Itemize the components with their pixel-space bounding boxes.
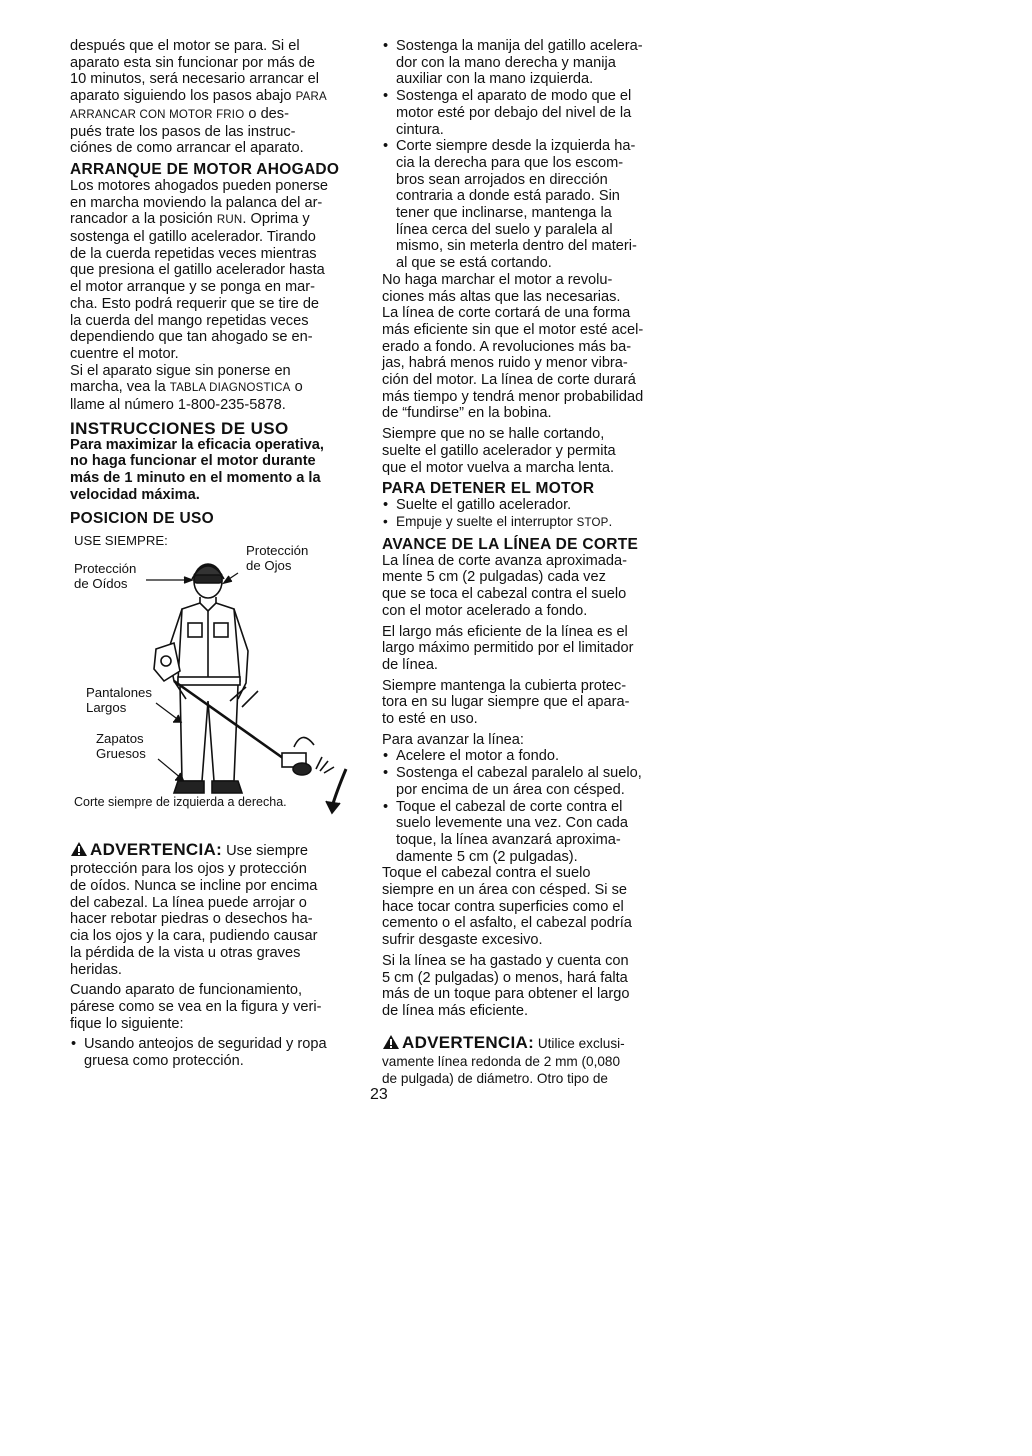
instructions-heading: INSTRUCCIONES DE USO	[70, 418, 289, 438]
list-item: • Acelere el motor a fondo.	[383, 748, 560, 765]
body-line: largo máximo permitido por el limitador	[382, 640, 634, 657]
warning-line: de oídos. Nunca se incline por encima	[70, 877, 318, 894]
body-line: la cuerda del mango repetidas veces	[70, 312, 309, 329]
body-line: cemento o el asfalto, el cabezal podría	[382, 915, 632, 932]
warning-line: protección para los ojos y protección	[70, 861, 307, 878]
stop-list	[382, 497, 670, 531]
body-line: dependiendo que tan ahogado se en-	[70, 329, 313, 346]
advance-list	[382, 748, 670, 865]
body-line: 5 cm (2 pulgadas) o menos, hará falta	[382, 969, 628, 986]
list-item: • Sostenga el cabezal paralelo al suelo, por encima de un área con césped.	[383, 765, 642, 798]
body-line: suelte el gatillo acelerador y permita	[382, 442, 616, 459]
body-line: cha. Esto podrá requerir que se tire de	[70, 295, 320, 312]
body-line: siempre en un área con césped. Si se	[382, 882, 627, 899]
warning-line: hacer rebotar piedras o desechos ha-	[70, 911, 313, 928]
shoes-label: Zapatos	[96, 730, 144, 746]
list-item: • Toque el cabezal de corte contra el suelo levemente una vez. Con cada toque, la línea avanzará aproxima- damente 5 cm (2 pulgadas).	[383, 798, 629, 865]
body-line: el motor arranque y se ponga en mar-	[70, 279, 315, 296]
body-line: Siempre mantenga la cubierta protec-	[382, 677, 627, 694]
right-column	[382, 38, 670, 1088]
warning-label: ADVERTENCIA:	[402, 1032, 535, 1052]
use-always-label: USE SIEMPRE:	[74, 532, 168, 548]
bold-line: más de 1 minuto en el momento a la	[70, 470, 321, 487]
intro-line: 10 minutos, será necesario arrancar el	[70, 71, 320, 88]
stop-engine-heading: PARA DETENER EL MOTOR	[382, 480, 595, 498]
eye-protection-label: Protección	[246, 542, 309, 558]
body-line: más eficiente sin que el motor esté acel-	[382, 321, 644, 338]
body-line: La línea de corte cortará de una forma	[382, 305, 631, 322]
body-line: Para avanzar la línea:	[382, 731, 524, 748]
body-line: fique lo siguiente:	[70, 1015, 184, 1032]
warning-line: la pérdida de la vista u otras graves	[70, 944, 301, 961]
body-line: Siempre que no se halle cortando,	[382, 426, 605, 443]
page-number: 23	[370, 1086, 388, 1103]
body-line: jas, habrá menos ruido y menor vibra-	[382, 355, 628, 372]
body-line: No haga marchar el motor a revolu-	[382, 271, 613, 288]
intro-line: pués trate los pasos de las instruc-	[70, 123, 296, 140]
body-line: Si la línea se ha gastado y cuenta con	[382, 952, 629, 969]
ear-protection-label: Protección	[74, 560, 137, 576]
body-line: ción del motor. La línea de corte durará	[382, 372, 636, 389]
body-line: de “fundirse” en la bobina.	[382, 405, 552, 422]
pants-label: Pantalones	[86, 684, 152, 700]
warning-line: cia los ojos y la cara, pudiendo causar	[70, 928, 318, 945]
body-line: Toque el cabezal contra el suelo	[382, 865, 591, 882]
body-line: marcha, vea la TABLA DIAGNOSTICA o	[70, 379, 303, 396]
intro-line: ciónes de como arrancar el aparato.	[70, 140, 304, 157]
body-line: to esté en uso.	[382, 711, 478, 728]
list-item: • Sostenga el aparato de modo que el motor esté por debajo del nivel de la cintura.	[383, 88, 632, 138]
body-line: sufrir desgaste excesivo.	[382, 932, 543, 949]
warning-line: vamente línea redonda de 2 mm (0,080	[382, 1054, 621, 1070]
warning-block	[382, 1034, 670, 1088]
intro-line: aparato siguiendo los pasos abajo PARA ARRANCAR CON MOTOR FRIO o des-	[70, 88, 327, 122]
body-line: El largo más eficiente de la línea es el	[382, 623, 628, 640]
warning-first-line: ADVERTENCIA: Use siempre	[70, 841, 352, 862]
body-line: Si el aparato sigue sin ponerse en	[70, 362, 291, 379]
right-bullet-list	[382, 38, 670, 272]
position-heading: POSICION DE USO	[70, 509, 215, 527]
body-line: ciones más altas que las necesarias.	[382, 288, 621, 305]
body-line: erado a fondo. A revoluciones más ba-	[382, 338, 632, 355]
body-line: más tiempo y tendrá menor probabilidad	[382, 388, 644, 405]
warning-line: de pulgada) de diámetro. Otro tipo de	[382, 1071, 608, 1087]
body-line: que presiona el gatillo acelerador hasta	[70, 262, 325, 279]
body-line: sostenga el gatillo acelerador. Tirando	[70, 229, 316, 246]
list-item: • Sostenga la manija del gatillo acelera- dor con la mano derecha y manija auxiliar con la mano izquierda.	[383, 38, 643, 88]
warning-line: del cabezal. La línea puede arrojar o	[70, 894, 307, 911]
left-bullet-list	[70, 1036, 352, 1069]
figure-caption: Corte siempre de izquierda a derecha.	[74, 794, 287, 809]
pants-label: Largos	[86, 699, 127, 715]
body-line: en marcha moviendo la palanca del ar-	[70, 194, 323, 211]
body-line: de la cuerda repetidas veces mientras	[70, 245, 317, 262]
list-item: • Corte siempre desde la izquierda ha- cia la derecha para que los escom- bros sean arrojados en dirección contraria a donde está parado. Sin tener que inclinarse, mantenga la línea cerca del suelo y paralela al mismo, sin meterla dentro del materi- al que se está cortando.	[383, 138, 637, 272]
line-advance-heading: AVANCE DE LA LÍNEA DE CORTE	[382, 535, 639, 553]
left-column	[70, 38, 352, 1070]
body-line: de línea.	[382, 656, 438, 673]
body-line: mente 5 cm (2 pulgadas) cada vez	[382, 569, 606, 586]
warning-block	[70, 841, 352, 979]
list-item: • Empuje y suelte el interruptor STOP.	[383, 513, 613, 529]
flooded-engine-heading: ARRANQUE DE MOTOR AHOGADO	[70, 160, 340, 178]
body-line: rancador a la posición RUN. Oprima y	[70, 211, 310, 228]
list-item: • Usando anteojos de seguridad y ropa gruesa como protección.	[71, 1036, 327, 1070]
body-line: que se toca el cabezal contra el suelo	[382, 586, 627, 603]
body-line: con el motor acelerado a fondo.	[382, 602, 588, 619]
body-line: tora en su lugar siempre que el apara-	[382, 694, 630, 711]
phone-line: llame al número 1-800-235-5878.	[70, 397, 286, 414]
body-line: párese como se vea en la figura y veri-	[70, 998, 322, 1015]
bold-line: no haga funcionar el motor durante	[70, 453, 316, 470]
bold-line: Para maximizar la eficacia operativa,	[70, 436, 324, 453]
warning-line: heridas.	[70, 961, 122, 978]
body-line: más de un toque para obtener el largo	[382, 986, 630, 1003]
bold-line: velocidad máxima.	[70, 486, 200, 503]
intro-line: después que el motor se para. Si el	[70, 38, 300, 54]
body-line: Los motores ahogados pueden ponerse	[70, 177, 329, 194]
warning-label: ADVERTENCIA:	[90, 839, 223, 859]
warning-triangle-icon	[70, 841, 88, 862]
body-line: de línea más eficiente.	[382, 1002, 529, 1019]
body-line: hace tocar contra superficies como el	[382, 898, 624, 915]
cold-start-ref: PARA ARRANCAR CON MOTOR FRIO	[70, 91, 327, 121]
body-line: La línea de corte avanza aproximada-	[382, 552, 628, 569]
list-item: • Suelte el gatillo acelerador.	[383, 497, 572, 514]
eye-protection-label: de Ojos	[246, 557, 292, 573]
ear-protection-label: de Oídos	[74, 575, 128, 591]
intro-line: aparato esta sin funcionar por más de	[70, 54, 315, 71]
shoes-label: Gruesos	[96, 745, 146, 761]
body-line: cuentre el motor.	[70, 345, 179, 362]
warning-triangle-icon	[382, 1034, 400, 1055]
body-line: Cuando aparato de funcionamiento,	[70, 982, 303, 999]
warning-first-line: ADVERTENCIA: Utilice exclusi-	[382, 1034, 670, 1055]
body-line: que el motor vuelva a marcha lenta.	[382, 459, 615, 476]
operating-position-figure	[70, 531, 352, 823]
